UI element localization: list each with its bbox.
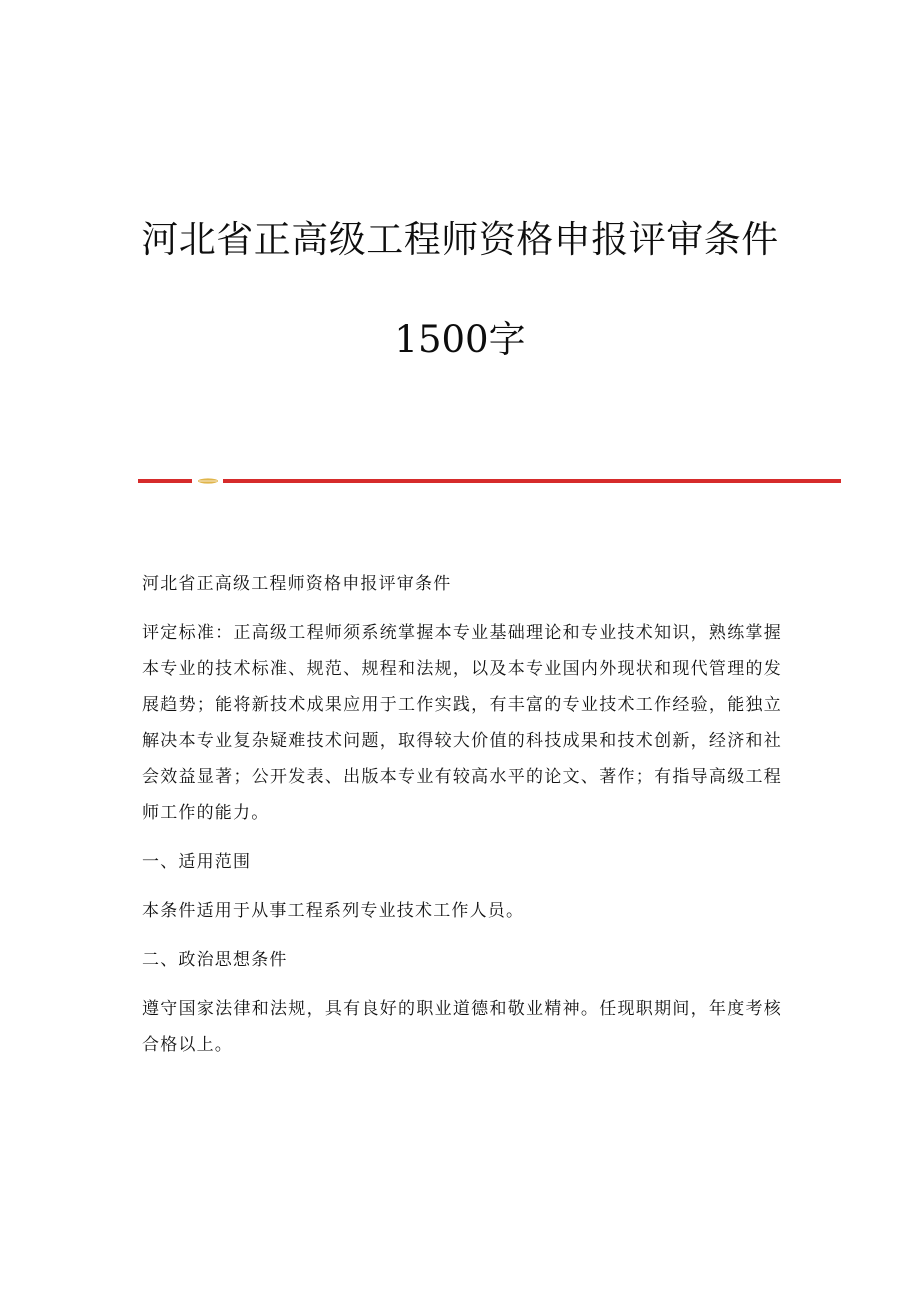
- document-title-subtitle: 1500字: [394, 318, 526, 361]
- document-title: 河北省正高级工程师资格申报评审条件: [141, 218, 779, 261]
- divider-bar-right: [223, 479, 841, 483]
- evaluation-criteria-paragraph: 评定标准：正高级工程师须系统掌握本专业基础理论和专业技术知识，熟练掌握本专业的技术标准、规范、规程和法规，以及本专业国内外现状和现代管理的发展趋势；能将新技术成果应用于工作实践，有丰富的专业技术工作经验，能独立解决本专业复杂疑难技术问题，取得较大价值的科技成果和技术创新，经济和社会效益显著；公开发表、出版本专业有较高水平的论文、著作；有指导高级工程师工作的能力。: [142, 623, 782, 823]
- political-paragraph: 遵守国家法律和法规，具有良好的职业道德和敬业精神。任现职期间，年度考核合格以上。: [142, 999, 782, 1055]
- section-heading-political: 二、政治思想条件: [142, 950, 288, 970]
- divider-bar-left: [138, 479, 192, 483]
- divider-ornament-icon: [196, 477, 220, 485]
- document-body: [142, 566, 782, 1076]
- body-heading: 河北省正高级工程师资格申报评审条件: [142, 574, 452, 594]
- scope-paragraph: 本条件适用于从事工程系列专业技术工作人员。: [142, 901, 525, 921]
- section-heading-scope: 一、适用范围: [142, 852, 252, 872]
- title-divider: [138, 477, 841, 485]
